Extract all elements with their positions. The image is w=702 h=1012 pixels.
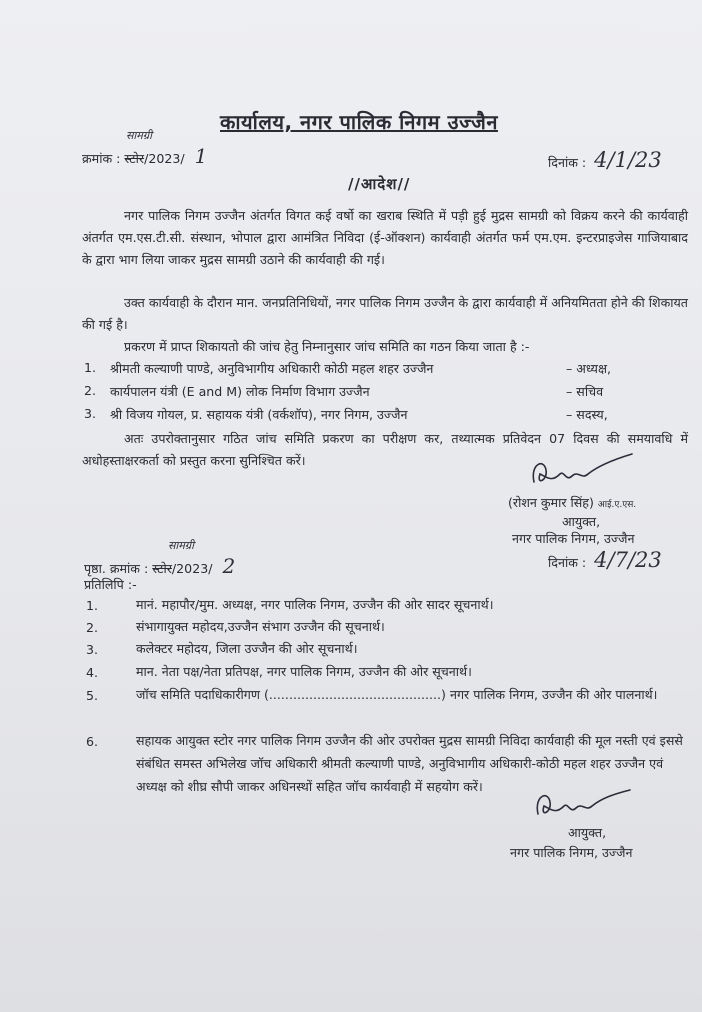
ref-handwritten-note: सामग्री	[126, 129, 152, 142]
page-title: कार्यालय, नगर पालिक निगम उज्जैन	[220, 110, 498, 134]
ref-handwritten-number: 1	[194, 144, 208, 168]
copy-ref-handwritten-number: 2	[222, 554, 236, 578]
committee-role: – सदस्य,	[566, 407, 608, 422]
copy-ref-number	[84, 554, 235, 578]
signatory-designation: आयुक्त,	[562, 514, 601, 529]
signatory-name-line	[508, 494, 636, 511]
copy-ref-struck-text: स्टोर	[152, 561, 172, 576]
paragraph-3: प्रकरण में प्राप्त शिकायतो की जांच हेतु निम्नानुसार जांच समिति का गठन किया जाता है :-	[124, 339, 530, 354]
copy-item: सहायक आयुक्त स्टोर नगर पालिक निगम उज्जैन की ओर उपरोक्त मुद्रस सामग्री निविदा कार्यवाही की मूल नस्ती एवं इससे संबंधित समस्त अभिलेख जॉच अधिकारी श्रीमती कल्याणी पाण्डे, अनुविभागीय अधिकारी-कोठी महल शहर उज्जैन एवं अध्यक्ष को शीघ्र सौपी जाकर अधिनस्थों सहित जॉच कार्यवाही में सहयोग करें।	[136, 733, 683, 794]
copy-item: मान. नेता पक्ष/नेता प्रतिपक्ष, नगर पालिक निगम, उज्जैन की ओर सूचनार्थ।	[136, 664, 472, 679]
copy-item: मानं. महापौर/मुम. अध्यक्ष, नगर पालिक निगम, उज्जैन की ओर सादर सूचनार्थ।	[136, 597, 494, 612]
copy-ref-handwritten-note: सामग्री	[168, 539, 194, 552]
ref-label: क्रमांक :	[82, 151, 121, 166]
committee-member-chair: श्रीमती कल्याणी पाण्डे, अनुविभागीय अधिकारी कोठी महल शहर उज्जैन	[110, 361, 434, 376]
ref-number	[82, 144, 207, 168]
copy-item: कलेक्टर महोदय, जिला उज्जैन की ओर सूचनार्थ।	[136, 641, 358, 656]
copy-heading: प्रतिलिपि :-	[84, 577, 137, 592]
closing-paragraph: अतः उपरोक्तानुसार गठित जांच समिति प्रकरण का परीक्षण कर, तथ्यात्मक प्रतिवेदन 07 दिवस की समयावधि में अधोहस्ताक्षरकर्ता को प्रस्तुत करना सुनिश्चित करें।	[82, 431, 688, 468]
copy-date-block	[548, 548, 662, 572]
committee-member-secretary: कार्यपालन यंत्री (E and M) लोक निर्माण विभाग उज्जैन	[110, 384, 370, 399]
copy-item: संभागायुक्त महोदय,उज्जैन संभाग उज्जैन की सूचनार्थ।	[136, 619, 385, 634]
date-block	[548, 148, 662, 172]
signatory-office: नगर पालिक निगम, उज्जैन	[512, 531, 635, 546]
ref-year: /2023/	[144, 151, 185, 166]
final-signatory-office: नगर पालिक निगम, उज्जैन	[510, 845, 633, 860]
paragraph-1: नगर पालिक निगम उज्जैन अंतर्गत विगत कई वर्षो का खराब स्थिति में पड़ी हुई मुद्रस सामग्री को विक्रय करने की कार्यवाही अंतर्गत एम.एस.टी.सी. संस्थान, भोपाल द्वारा आमंत्रित निविदा (ई-ऑक्शन) कार्यवाही अंतर्गत फर्म एम.एम. इन्टरप्राइजेस गाजियाबाद के द्वारा भाग लिया जाकर मुद्रस सामग्री उठाने की कार्यवाही की गई।	[82, 208, 688, 267]
copy-item: जॉच समिति पदाधिकारीगण (...........................................) नगर पालिक निगम, उज्जैन की ओर पालनार्थ।	[136, 687, 658, 702]
committee-role: – सचिव	[566, 384, 604, 399]
ref-struck-text: स्टोर	[124, 151, 145, 166]
signatory-suffix: आई.ए.एस.	[597, 500, 637, 510]
date-label: दिनांक :	[548, 155, 587, 170]
copy-ref-label: पृष्ठा. क्रमांक :	[84, 561, 149, 576]
copy-ref-year: /2023/	[171, 561, 213, 576]
committee-role: – अध्यक्ष,	[566, 361, 611, 376]
paragraph-2: उक्त कार्यवाही के दौरान मान. जनप्रतिनिधियों, नगर पालिक निगम उज्जैन के द्वारा कार्यवाही में अनियमितता होने की शिकायत की गई है।	[82, 295, 688, 332]
signatory-name: (रोशन कुमार सिंह)	[508, 495, 594, 510]
date-value: 4/1/23	[594, 148, 662, 172]
document-page: कार्यालय, नगर पालिक निगम उज्जैन सामग्री क्रमांक : स्टोर/2023/ 1 दिनांक : 4/1/23 //आदेश// नगर पालिक निगम उज्जैन अंतर्गत विगत कई वर्षो का खराब स्थिति में पड़ी हुई मुद्रस सामग्री को विक्रय करने की कार्यवाही अंतर्गत एम.एस.टी.सी. संस्थान, भोपाल द्वारा आमंत्रित निविदा (ई-ऑक्शन) कार्यवाही अंतर्गत फर्म एम.एम. इन्टरप्राइजेस गाजियाबाद के द्वारा भाग लिया जाकर मुद्रस सामग्री उठाने की कार्यवाही की गई। उक्त कार्यवाही के दौरान मान. जनप्रतिनिधियों, नगर पालिक निगम उज्जैन के द्वारा कार्यवाही में अनियमितता होने की शिकायत की गई है। प्रकरण में प्राप्त शिकायतो की जांच हेतु निम्नानुसार जांच समिति का गठन किया जाता है :- 1. श्रीमती कल्याणी पाण्डे, अनुविभागीय अधिकारी कोठी महल शहर उज्जैन – अध्यक्ष, 2. कार्यपालन यंत्री (E and M) लोक निर्माण विभाग उज्जैन – सचिव 3. श्री विजय गोयल, प्र. सहायक यंत्री (वर्कशॉप), नगर निगम, उज्जैन – सदस्य, अतः उपरोक्तानुसार गठित जांच समिति प्रकरण का परीक्षण कर, तथ्यात्मक प्रतिवेदन 07 दिवस की समयावधि में अधोहस्ताक्षरकर्ता को प्रस्तुत करना सुनिश्चित करें। (रोशन कुमार सिंह) आई.ए.एस. आयुक्त, नगर पालिक निगम, उज्जैन सामग्री पृष्ठा. क्रमांक : स्टोर/2023/ 2 दिनांक : 4/7/23 प्रतिलिपि :- 1. मानं. महापौर/मुम. अध्यक्ष, नगर पालिक निगम, उज्जैन की ओर सादर सूचनार्थ। 2. संभागायुक्त महोदय,उज्जैन संभाग उज्जैन की सूचनार्थ। 3. कलेक्टर महोदय, जिला उज्जैन की ओर सूचनार्थ। 4. मान. नेता पक्ष/नेता प्रतिपक्ष, नगर पालिक निगम, उज्जैन की ओर सूचनार्थ। 5. जॉच समिति पदाधिकारीगण (...........................................) नगर पालिक निगम, उज्जैन की ओर पालनार्थ। 6. सहायक आयुक्त स्टोर नगर पालिक निगम उज्जैन की ओर उपरोक्त मुद्रस सामग्री निविदा कार्यवाही की मूल नस्ती एवं इससे संबंधित समस्त अभिलेख जॉच अधिकारी श्रीमती कल्याणी पाण्डे, अनुविभागीय अधिकारी-कोठी महल शहर उज्जैन एवं अध्यक्ष को शीघ्र सौपी जाकर अधिनस्थों सहित जॉच कार्यवाही में सहयोग करें। आयुक्त, नगर पालिक निगम, उज्जैन	[0, 0, 702, 1012]
final-signatory-designation: आयुक्त,	[568, 825, 607, 840]
copy-date-value: 4/7/23	[594, 548, 662, 572]
committee-member: श्री विजय गोयल, प्र. सहायक यंत्री (वर्कशॉप), नगर निगम, उज्जैन	[110, 407, 408, 422]
order-heading: //आदेश//	[348, 175, 411, 193]
copy-date-label: दिनांक :	[548, 555, 587, 570]
